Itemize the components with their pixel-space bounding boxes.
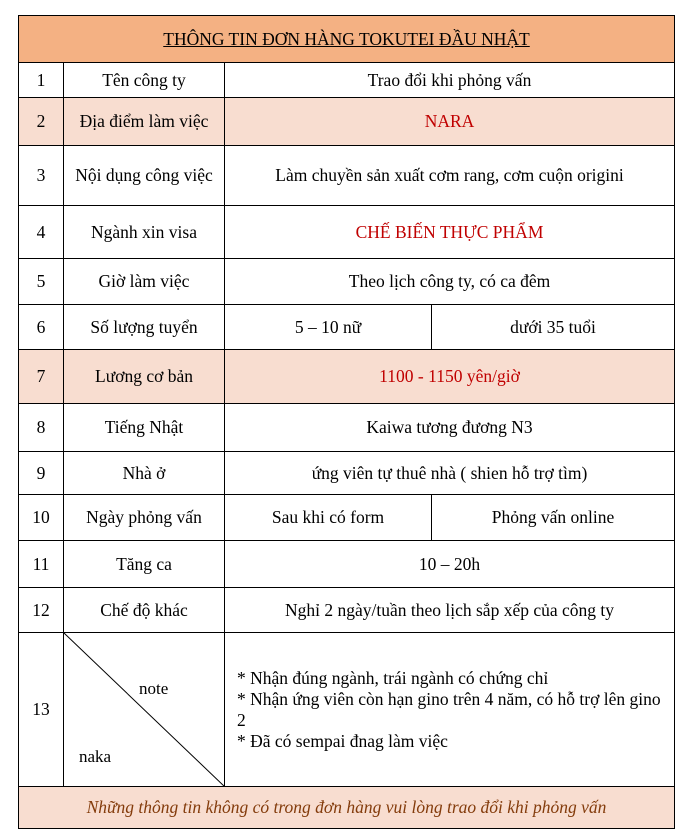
row-label: Lương cơ bản [64,350,225,404]
row-label: Số lượng tuyển [64,305,225,350]
diagonal-label-note: note [139,679,169,698]
row-value: Trao đổi khi phỏng vấn [225,63,675,98]
row-number: 3 [19,146,64,206]
row-number: 7 [19,350,64,404]
footer-note: Những thông tin không có trong đơn hàng vui lòng trao đổi khi phỏng vấn [19,787,675,829]
table-row [19,63,675,98]
row-number: 2 [19,98,64,146]
table-row [19,404,675,452]
table-row [19,588,675,633]
row-value: CHẾ BIẾN THỰC PHẨM [225,206,675,259]
table-title [19,16,675,63]
row-label: Ngành xin visa [64,206,225,259]
row-label: Chế độ khác [64,588,225,633]
table-row [19,146,675,206]
row-label: Ngày phỏng vấn [64,495,225,541]
row-label: Tên công ty [64,63,225,98]
row-number: 5 [19,259,64,305]
row-number: 10 [19,495,64,541]
row-label: Tiếng Nhật [64,404,225,452]
row-value: Kaiwa tương đương N3 [225,404,675,452]
table-row [19,98,675,146]
table-row [19,633,675,787]
row-label: Nội dụng công việc [64,146,225,206]
table-row [19,495,675,541]
note-line: * Nhận đúng ngành, trái ngành có chứng chỉ [237,667,549,688]
table-row [19,452,675,495]
row-number: 9 [19,452,64,495]
row-number: 8 [19,404,64,452]
row-value-b: Phỏng vấn online [432,495,675,541]
row-value: Theo lịch công ty, có ca đêm [225,259,675,305]
order-info-table [18,15,675,829]
row-number: 6 [19,305,64,350]
row-label: Tăng ca [64,541,225,588]
row-label: Giờ làm việc [64,259,225,305]
row-value: Làm chuyền sản xuất cơm rang, cơm cuộn origini [225,146,675,206]
row-number: 1 [19,63,64,98]
row-value-a: Sau khi có form [225,495,432,541]
table-row [19,206,675,259]
row-value: Nghỉ 2 ngày/tuần theo lịch sắp xếp của công ty [225,588,675,633]
diagonal-label-naka: naka [79,747,112,766]
table-row [19,350,675,404]
notes-cell [225,633,675,787]
table-row [19,305,675,350]
table-title-text: THÔNG TIN ĐƠN HÀNG TOKUTEI ĐẦU NHẬT [163,28,530,49]
table-row [19,541,675,588]
row-value: NARA [225,98,675,146]
row-label: Nhà ở [64,452,225,495]
note-line: * Nhận ứng viên còn hạn gino trên 4 năm, có hỗ trợ lên gino 2 [237,688,661,730]
row-number: 12 [19,588,64,633]
row-number: 13 [19,633,64,787]
diagonal-header-cell [64,633,225,787]
note-line: * Đã có sempai đnag làm việc [237,730,448,751]
row-number: 4 [19,206,64,259]
row-value: 10 – 20h [225,541,675,588]
row-value-b: dưới 35 tuổi [432,305,675,350]
row-label: Địa điểm làm việc [64,98,225,146]
table-row [19,259,675,305]
row-value: ứng viên tự thuê nhà ( shien hỗ trợ tìm) [225,452,675,495]
row-value-a: 5 – 10 nữ [225,305,432,350]
row-number: 11 [19,541,64,588]
row-value: 1100 - 1150 yên/giờ [225,350,675,404]
